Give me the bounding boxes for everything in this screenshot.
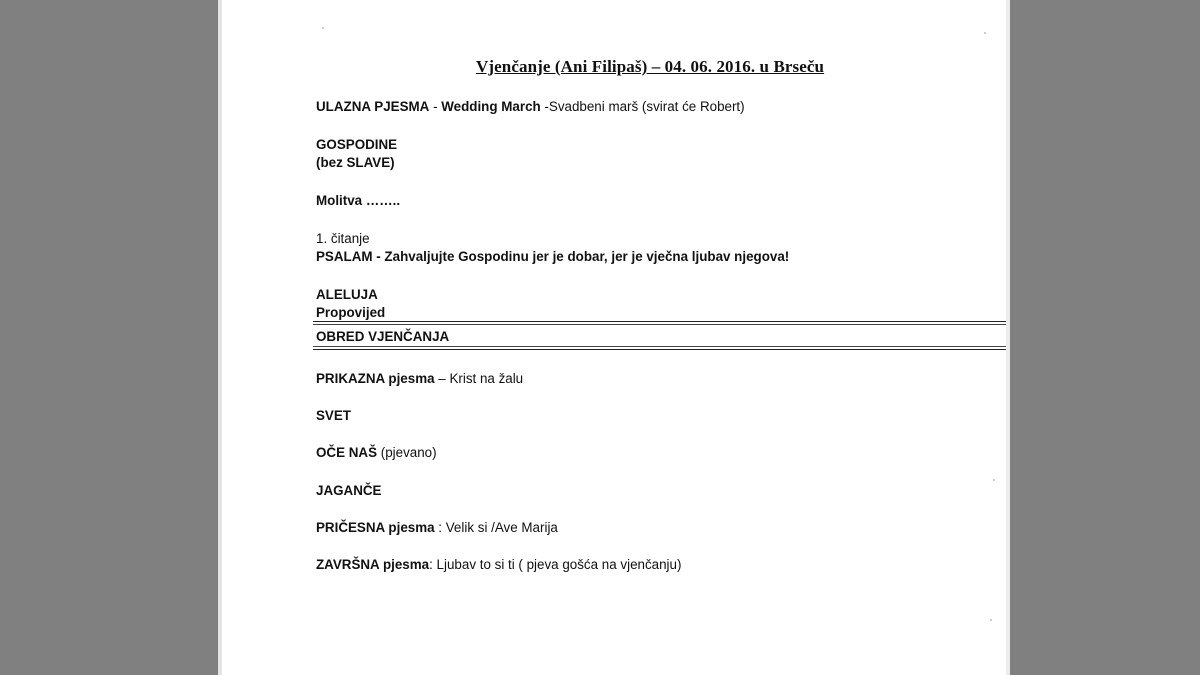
homily-heading: Propovijed <box>316 305 386 320</box>
gospodine-heading: GOSPODINE <box>316 137 398 152</box>
offertory-song-title: – Krist na žalu <box>434 371 524 386</box>
prayer-line: Molitva …….. <box>316 193 401 208</box>
scan-speck <box>990 619 992 621</box>
psalm-line: PSALAM - Zahvaljujte Gospodinu jer je dobar, jer je vječna ljubav njegova! <box>316 249 790 264</box>
scan-speck <box>993 479 995 481</box>
bez-slave-note: (bez SLAVE) <box>316 155 395 170</box>
communion-song-line <box>316 519 558 537</box>
our-father-note: (pjevano) <box>377 445 437 460</box>
communion-song-title: : Velik si /Ave Marija <box>434 520 558 535</box>
section-divider-bottom-thin <box>313 346 1006 347</box>
document-title: Vjenčanje (Ani Filipaš) – 04. 06. 2016. u Brseču <box>476 57 825 76</box>
closing-song-line <box>316 556 681 574</box>
section-divider-top-thin <box>313 324 1006 325</box>
first-reading-line: 1. čitanje <box>316 231 370 246</box>
entrance-song-title: Wedding March <box>441 99 541 114</box>
offertory-song-label: PRIKAZNA pjesma <box>316 371 435 386</box>
our-father-label: OČE NAŠ <box>316 445 378 460</box>
section-divider-bottom-thick <box>313 349 1006 350</box>
sanctus-heading: SVET <box>316 408 351 423</box>
page-left-edge-shadow <box>218 0 222 675</box>
closing-song-label: ZAVRŠNA pjesma <box>316 557 430 572</box>
wedding-rite-heading: OBRED VJENČANJA <box>316 329 450 344</box>
agnus-dei-heading: JAGANČE <box>316 483 382 498</box>
communion-song-label: PRIČESNA pjesma <box>316 520 435 535</box>
section-divider-top-thick <box>313 321 1006 322</box>
our-father-line <box>316 444 437 462</box>
scan-speck <box>322 27 324 29</box>
entrance-song-detail: -Svadbeni marš (svirat će Robert) <box>540 99 745 114</box>
offertory-song-line <box>316 370 523 388</box>
closing-song-title: : Ljubav to si ti ( pjeva gošća na vjenčanju) <box>429 557 682 572</box>
entrance-song-separator: - <box>429 99 442 114</box>
page-right-edge-shadow <box>1006 0 1010 675</box>
alleluia-heading: ALELUJA <box>316 287 378 302</box>
scan-speck <box>984 32 986 34</box>
entrance-song-label: ULAZNA PJESMA <box>316 99 430 114</box>
entrance-song-line <box>316 98 745 116</box>
